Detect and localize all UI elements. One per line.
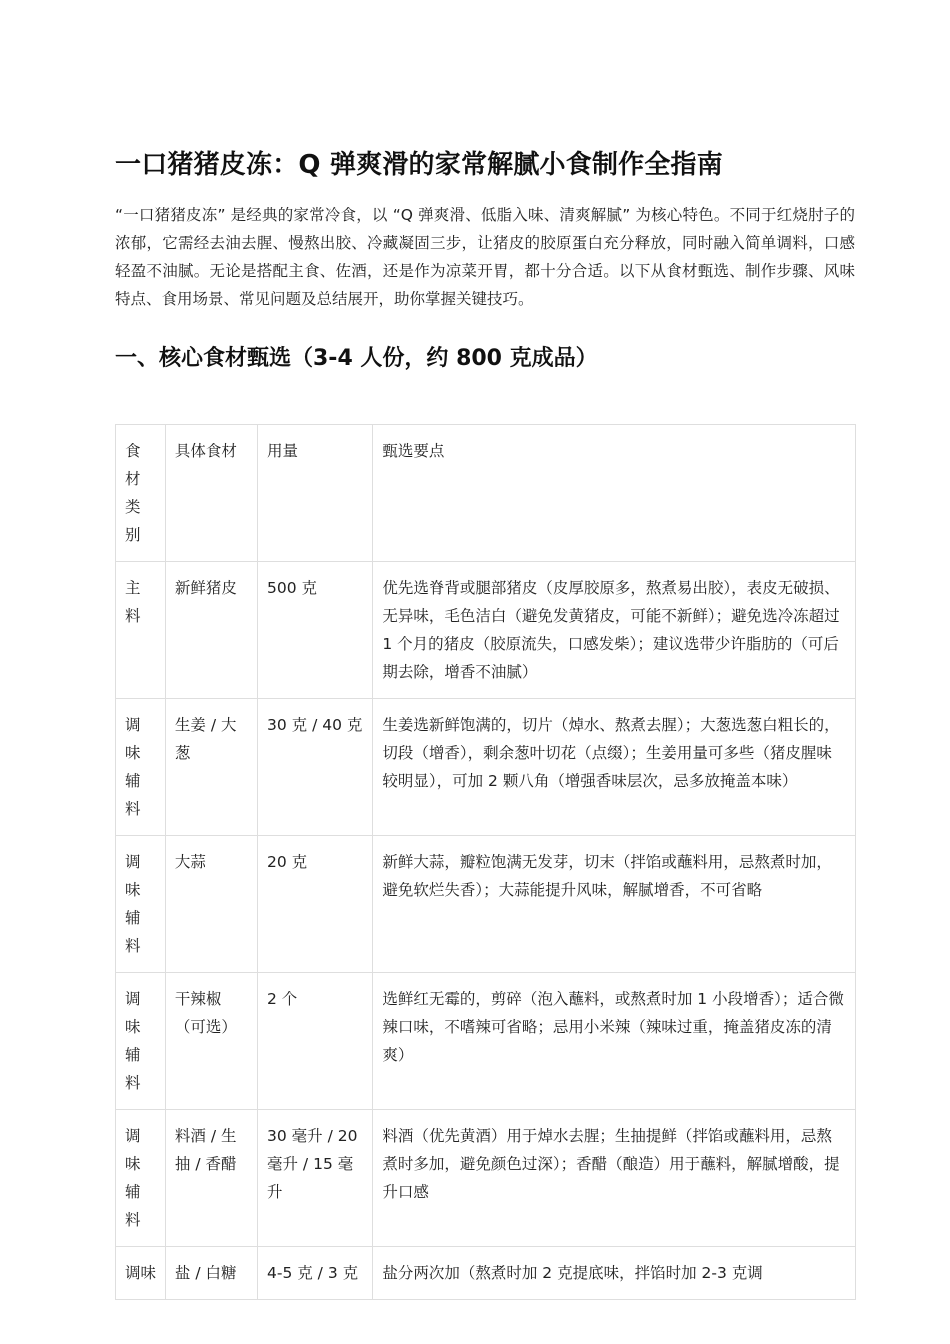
section-heading: 一、核心食材甄选（3-4 人份，约 800 克成品） — [115, 346, 598, 371]
category-cell: 调味辅料 — [116, 836, 166, 973]
table-row — [116, 1247, 856, 1300]
category-cell: 调味 — [116, 1247, 166, 1300]
table-row — [116, 973, 856, 1110]
amount-cell: 30 毫升 / 20 毫升 / 15 毫升 — [258, 1110, 373, 1247]
amount-cell: 30 克 / 40 克 — [258, 699, 373, 836]
table-row — [116, 562, 856, 699]
table-row — [116, 1110, 856, 1247]
document-page — [115, 145, 855, 1300]
category-cell: 主料 — [116, 562, 166, 699]
item-cell: 大蒜 — [165, 836, 257, 973]
item-cell: 料酒 / 生抽 / 香醋 — [165, 1110, 257, 1247]
ingredients-table — [115, 424, 856, 1300]
item-cell: 生姜 / 大葱 — [165, 699, 257, 836]
table-row — [116, 836, 856, 973]
amount-cell: 2 个 — [258, 973, 373, 1110]
item-cell: 新鲜猪皮 — [165, 562, 257, 699]
tips-cell: 优先选脊背或腿部猪皮（皮厚胶原多，熬煮易出胶），表皮无破损、无异味，毛色洁白（避免发黄猪皮，可能不新鲜）；避免选冷冻超过 1 个月的猪皮（胶原流失，口感发柴）；建议选带少许脂肪的（可后期去除，增香不油腻） — [373, 562, 856, 699]
item-cell: 盐 / 白糖 — [165, 1247, 257, 1300]
tips-cell: 新鲜大蒜，瓣粒饱满无发芽，切末（拌馅或蘸料用，忌熬煮时加，避免软烂失香）；大蒜能提升风味，解腻增香，不可省略 — [373, 836, 856, 973]
header-cell: 食材类别 — [116, 425, 166, 562]
amount-cell: 500 克 — [258, 562, 373, 699]
header-cell: 用量 — [258, 425, 373, 562]
tips-cell: 选鲜红无霉的，剪碎（泡入蘸料，或熬煮时加 1 小段增香）；适合微辣口味，不嗜辣可省略；忌用小米辣（辣味过重，掩盖猪皮冻的清爽） — [373, 973, 856, 1110]
intro-paragraph: “一口猪猪皮冻” 是经典的家常冷食，以 “Q 弹爽滑、低脂入味、清爽解腻” 为核心特色。不同于红烧肘子的浓郁，它需经去油去腥、慢熬出胶、冷藏凝固三步，让猪皮的胶原蛋白充分释放，同时融入简单调料，口感轻盈不油腻。无论是搭配主食、佐酒，还是作为凉菜开胃，都十分合适。以下从食材甄选、制作步骤、风味特点、食用场景、常见问题及总结展开，助你掌握关键技巧。 — [115, 206, 855, 308]
amount-cell: 20 克 — [258, 836, 373, 973]
tips-cell: 盐分两次加（熬煮时加 2 克提底味，拌馅时加 2-3 克调 — [373, 1247, 856, 1300]
header-cell: 甄选要点 — [373, 425, 856, 562]
page-title: 一口猪猪皮冻：Q 弹爽滑的家常解腻小食制作全指南 — [115, 150, 723, 180]
table-row — [116, 699, 856, 836]
header-cell: 具体食材 — [165, 425, 257, 562]
category-cell: 调味辅料 — [116, 699, 166, 836]
item-cell: 干辣椒（可选） — [165, 973, 257, 1110]
tips-cell: 料酒（优先黄酒）用于焯水去腥；生抽提鲜（拌馅或蘸料用，忌熬煮时多加，避免颜色过深）；香醋（酿造）用于蘸料，解腻增酸，提升口感 — [373, 1110, 856, 1247]
table-header-row — [116, 425, 856, 562]
amount-cell: 4-5 克 / 3 克 — [258, 1247, 373, 1300]
category-cell: 调味辅料 — [116, 1110, 166, 1247]
tips-cell: 生姜选新鲜饱满的，切片（焯水、熬煮去腥）；大葱选葱白粗长的，切段（增香），剩余葱叶切花（点缀）；生姜用量可多些（猪皮腥味较明显），可加 2 颗八角（增强香味层次，忌多放掩盖本味） — [373, 699, 856, 836]
category-cell: 调味辅料 — [116, 973, 166, 1110]
